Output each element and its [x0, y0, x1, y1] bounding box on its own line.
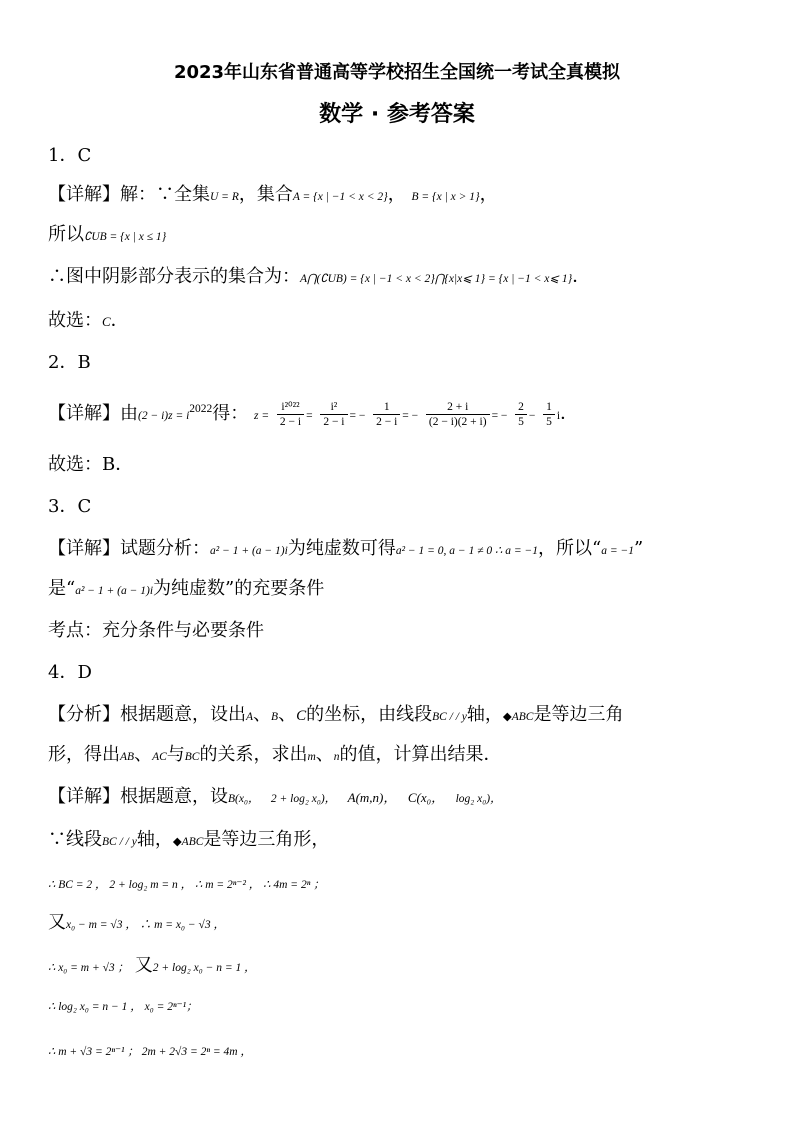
- q1-comma: ，: [387, 184, 406, 205]
- q4-analysis-line-2: 形，得出AB、AC与BC的关系，求出m、n的值，计算出结果．: [48, 744, 502, 765]
- q3-condition: a² − 1 = 0, a − 1 ≠ 0 ∴ a = −1: [395, 545, 538, 557]
- q1-tail: ，: [479, 184, 498, 205]
- q3-a-value: a = −1: [601, 545, 634, 557]
- q3-expression-2: a² − 1 + (a − 1)i: [75, 585, 154, 597]
- q1-detail-prefix: 【详解】解：∵全集: [48, 184, 210, 205]
- q4-analysis-line-1: 【分析】根据题意，设出A、B、C的坐标，由线段BC / / y轴，◆ABC是等边三角: [48, 704, 624, 725]
- q1-answer: 1．C: [48, 145, 92, 166]
- q1-set-b: B = {x | x > 1}: [411, 191, 480, 203]
- q1-choose-line: [48, 310, 129, 333]
- q1-shadow-tail: ．: [572, 266, 591, 287]
- q1-shadow-expr: A⋂(∁UB) = {x | −1 < x < 2}⋂{x|x⩽ 1} = {x | −1 < x⩽ 1}: [300, 273, 573, 285]
- q1-universal-set: U = R: [210, 191, 239, 203]
- q2-get: 得：: [212, 403, 249, 424]
- q3-detail-line-2: 是“a² − 1 + (a − 1)i为纯虚数”的充要条件: [48, 578, 325, 599]
- q1-choose-value: C: [102, 314, 111, 329]
- q4-triangle-symbol: ◆ABC: [502, 711, 534, 723]
- q4-derivation-1: ∴ BC = 2 ， 2 + log₂ m = n ， ∴ m = 2ⁿ⁻² ， ∴ 4m = 2ⁿ ；: [48, 879, 325, 891]
- q2-z-eq: z =: [254, 410, 270, 422]
- q2-answer: 2．B: [48, 352, 91, 373]
- q2-fraction-6: $\frac{1}{5}$: [543, 400, 555, 429]
- q4-derivation-5: ∴ m + √3 = 2ⁿ⁻¹ ； 2m + 2√3 = 2ⁿ = 4m ，: [48, 1046, 252, 1058]
- q3-mid: 为纯虚数可得: [287, 538, 396, 559]
- q1-mid-text: ，集合: [238, 184, 293, 205]
- document-subtitle: 数学 · 参考答案: [319, 102, 475, 127]
- q2-tail: ．: [560, 403, 579, 424]
- q1-complement-line: [48, 224, 166, 248]
- q4-derivation-4: ∴ log₂ x₀ = n − 1 ， x₀ = 2ⁿ⁻¹；: [48, 1001, 198, 1013]
- q3-close-quote: ”: [633, 538, 644, 559]
- q2-detail-line: 【详解】由$(2 - i)z = i^{2022}$得： z = $\frac{\text{i²⁰²²}}{2 - i}$ = $\frac{\text{i²}}{2 - i}$ = − $\frac{1}{2 - i}$ = − $\frac{2 + i}{(2 - i)(2 + i)}$ = − $\frac{2}{5}$ − $\frac{1}{5}$ i．: [48, 400, 579, 428]
- q3-expression: a² − 1 + (a − 1)i: [210, 545, 288, 557]
- q1-shadow-prefix: ∴图中阴影部分表示的集合为：: [48, 266, 300, 287]
- document-title: 2023年山东省普通高等学校招生全国统一考试全真模拟: [173, 62, 621, 83]
- q1-detail-line: [48, 184, 498, 208]
- q4-answer: 4．D: [48, 662, 92, 683]
- q3-answer: 3．C: [48, 496, 92, 517]
- q2-fraction-2: $\frac{\text{i²}}{2 - i}$: [320, 400, 347, 429]
- q4-derivation-3: ∴ x₀ = m + √3 ； 又2 + log₂ x₀ − n = 1 ，: [48, 955, 256, 976]
- q4-derivation-2: 又x₀ − m = √3 ， ∴ m = x₀ − √3 ，: [48, 912, 225, 933]
- q4-detail-line: 【详解】根据题意，设B(x₀， 2 + log₂ x₀)， A(m,n)， C(x₀， log₂ x₀)，: [48, 786, 502, 807]
- q2-equation-exponent: 2022: [189, 403, 213, 415]
- q1-complement-expr: ∁UB = {x | x ≤ 1}: [84, 231, 167, 243]
- q2-equation: (2 − i)z = i: [138, 410, 190, 422]
- q4-because-line: ∵线段BC / / y轴，◆ABC是等边三角形，: [48, 829, 330, 850]
- q2-fraction-5: $\frac{2}{5}$: [515, 400, 527, 429]
- q2-fraction-1: $\frac{\text{i²⁰²²}}{2 - i}$: [277, 400, 304, 429]
- q1-choose: 故选：: [48, 310, 102, 331]
- q2-fraction-4: $\frac{2 + i}{(2 - i)(2 + i)}$: [426, 400, 490, 429]
- q1-choose-tail: ．: [110, 310, 129, 331]
- q2-fraction-3: $\frac{1}{2 - i}$: [373, 400, 400, 429]
- q1-set-a: A = {x | −1 < x < 2}: [292, 191, 388, 203]
- q1-shadow-line: [48, 266, 590, 290]
- q2-choose: 故选：B．: [48, 454, 134, 475]
- q2-detail-prefix: 【详解】由: [48, 403, 138, 424]
- q1-so: 所以: [48, 224, 84, 245]
- q3-detail-prefix: 【详解】试题分析：: [48, 538, 210, 559]
- q3-point: 考点：充分条件与必要条件: [48, 620, 264, 641]
- q3-so: ，所以“: [537, 538, 602, 559]
- q3-detail-line: [48, 538, 643, 562]
- q2-imag-unit: i: [556, 410, 561, 422]
